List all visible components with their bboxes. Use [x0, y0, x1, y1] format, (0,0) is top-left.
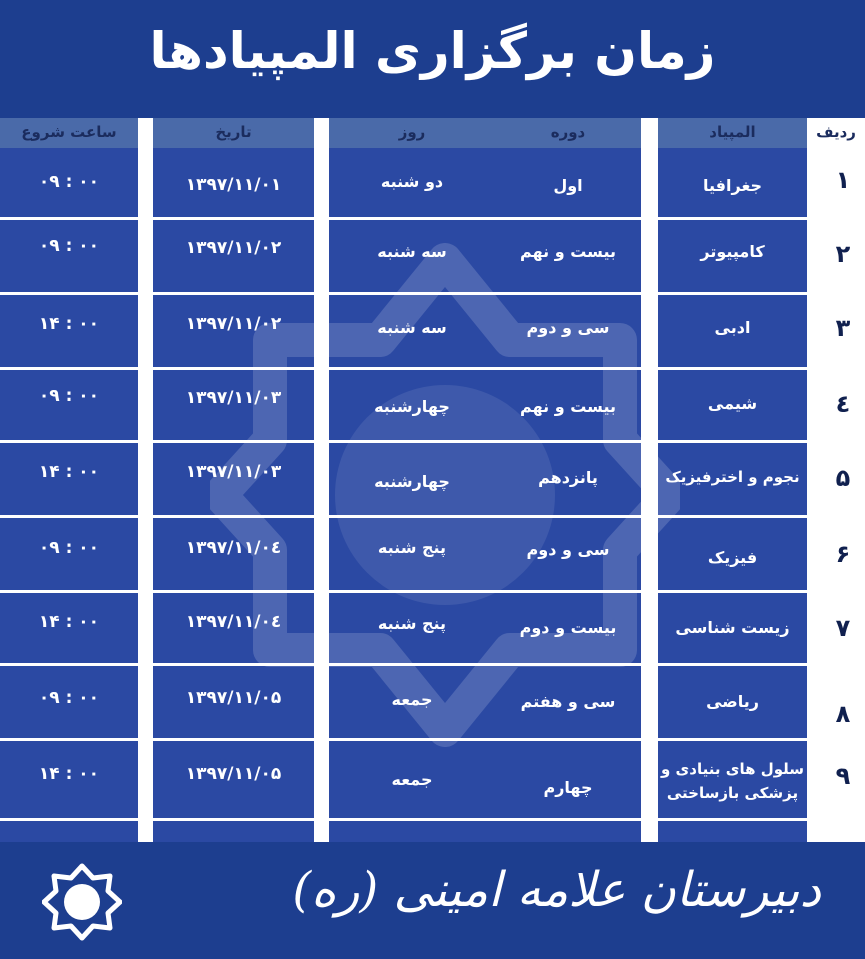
- row-number: ۵: [835, 464, 851, 492]
- olympiad-name: کامپیوتر: [700, 242, 765, 261]
- column-header-radif: ردیف: [816, 123, 856, 141]
- olympiad-name-line1: سلول های بنیادی و: [660, 760, 805, 778]
- column-header-date: تاریخ: [215, 123, 252, 141]
- olympiad-dore: بیست و نهم: [520, 242, 616, 261]
- olympiad-time: ۱۴ : ۰۰: [38, 764, 100, 784]
- column-header-time: ساعت شروع: [21, 123, 117, 141]
- olympiad-dore: بیست و نهم: [520, 397, 616, 416]
- row-number: ۲: [835, 240, 851, 268]
- row-separator: [0, 738, 807, 741]
- row-number: ۳: [835, 314, 851, 342]
- olympiad-date: ۱۳۹۷/۱۱/۰٤: [185, 612, 282, 632]
- row-number: ۹: [835, 762, 851, 790]
- school-name: دبیرستان علامه امینی (ره): [292, 862, 821, 918]
- olympiad-day: پنج شنبه: [377, 614, 447, 633]
- header-banner: [0, 0, 865, 118]
- row-separator: [0, 440, 807, 443]
- row-number: ٤: [835, 390, 851, 418]
- row-number: ۸: [835, 700, 851, 728]
- row-separator: [0, 515, 807, 518]
- row-separator: [0, 590, 807, 593]
- olympiad-time: ۰۹ : ۰۰: [38, 236, 100, 256]
- olympiad-day: پنج شنبه: [377, 538, 447, 557]
- olympiad-time: ۰۹ : ۰۰: [38, 172, 100, 192]
- olympiad-dore: سی و هفتم: [520, 692, 616, 711]
- olympiad-time: ۰۹ : ۰۰: [38, 538, 100, 558]
- row-number: ۷: [835, 614, 851, 642]
- olympiad-time: ۱۴ : ۰۰: [38, 314, 100, 334]
- olympiad-date: ۱۳۹۷/۱۱/۰۲: [185, 314, 282, 334]
- olympiad-name: نجوم و اخترفیزیک: [665, 468, 800, 486]
- olympiad-day: چهارشنبه: [374, 472, 450, 491]
- olympiad-day: سه شنبه: [377, 242, 447, 261]
- olympiad-time: ۰۹ : ۰۰: [38, 688, 100, 708]
- olympiad-name: شیمی: [707, 394, 758, 413]
- olympiad-dore: سی و دوم: [526, 540, 610, 559]
- olympiad-time: ۱۴ : ۰۰: [38, 612, 100, 632]
- olympiad-time: ۰۹ : ۰۰: [38, 386, 100, 406]
- column-header-olympiad: المپیاد: [709, 123, 756, 141]
- row-separator: [0, 818, 807, 821]
- olympiad-date: ۱۳۹۷/۱۱/۰٤: [185, 538, 282, 558]
- olympiad-dore: بیست و دوم: [519, 618, 617, 637]
- olympiad-date: ۱۳۹۷/۱۱/۰۳: [185, 388, 282, 408]
- page-title: زمان برگزاری المپیادها: [149, 22, 716, 80]
- olympiad-name: ادبی: [714, 318, 751, 337]
- olympiad-day: سه شنبه: [377, 318, 447, 337]
- olympiad-day: چهارشنبه: [374, 397, 450, 416]
- row-number: ۱: [835, 166, 851, 194]
- row-separator: [0, 663, 807, 666]
- column-header-dore: دوره: [550, 123, 586, 141]
- column-header-day: روز: [398, 123, 426, 141]
- olympiad-day: دو شنبه: [380, 172, 444, 191]
- olympiad-time: ۱۴ : ۰۰: [38, 462, 100, 482]
- olympiad-date: ۱۳۹۷/۱۱/۰۳: [185, 462, 282, 482]
- olympiad-name: فیزیک: [707, 548, 758, 567]
- olympiad-name: زیست شناسی: [675, 618, 790, 637]
- olympiad-date: ۱۳۹۷/۱۱/۰۵: [185, 764, 282, 784]
- olympiad-dore: پانزدهم: [538, 468, 598, 487]
- footer-banner: [0, 842, 865, 959]
- school-logo-icon: [42, 862, 122, 942]
- row-separator: [0, 367, 807, 370]
- olympiad-date: ۱۳۹۷/۱۱/۰۱: [185, 175, 282, 195]
- olympiad-date: ۱۳۹۷/۱۱/۰۲: [185, 238, 282, 258]
- row-separator: [0, 292, 807, 295]
- olympiad-dore: سی و دوم: [526, 318, 610, 337]
- olympiad-date: ۱۳۹۷/۱۱/۰۵: [185, 688, 282, 708]
- olympiad-name-line2: پزشکی بازساختی: [666, 784, 799, 802]
- olympiad-name: ریاضی: [706, 692, 759, 711]
- row-number: ۶: [835, 540, 851, 568]
- olympiad-name: جغرافیا: [702, 176, 762, 195]
- olympiad-dore: اول: [553, 176, 583, 195]
- olympiad-day: جمعه: [391, 690, 433, 709]
- olympiad-day: جمعه: [391, 770, 433, 789]
- row-separator: [0, 217, 807, 220]
- olympiad-dore: چهارم: [543, 778, 593, 797]
